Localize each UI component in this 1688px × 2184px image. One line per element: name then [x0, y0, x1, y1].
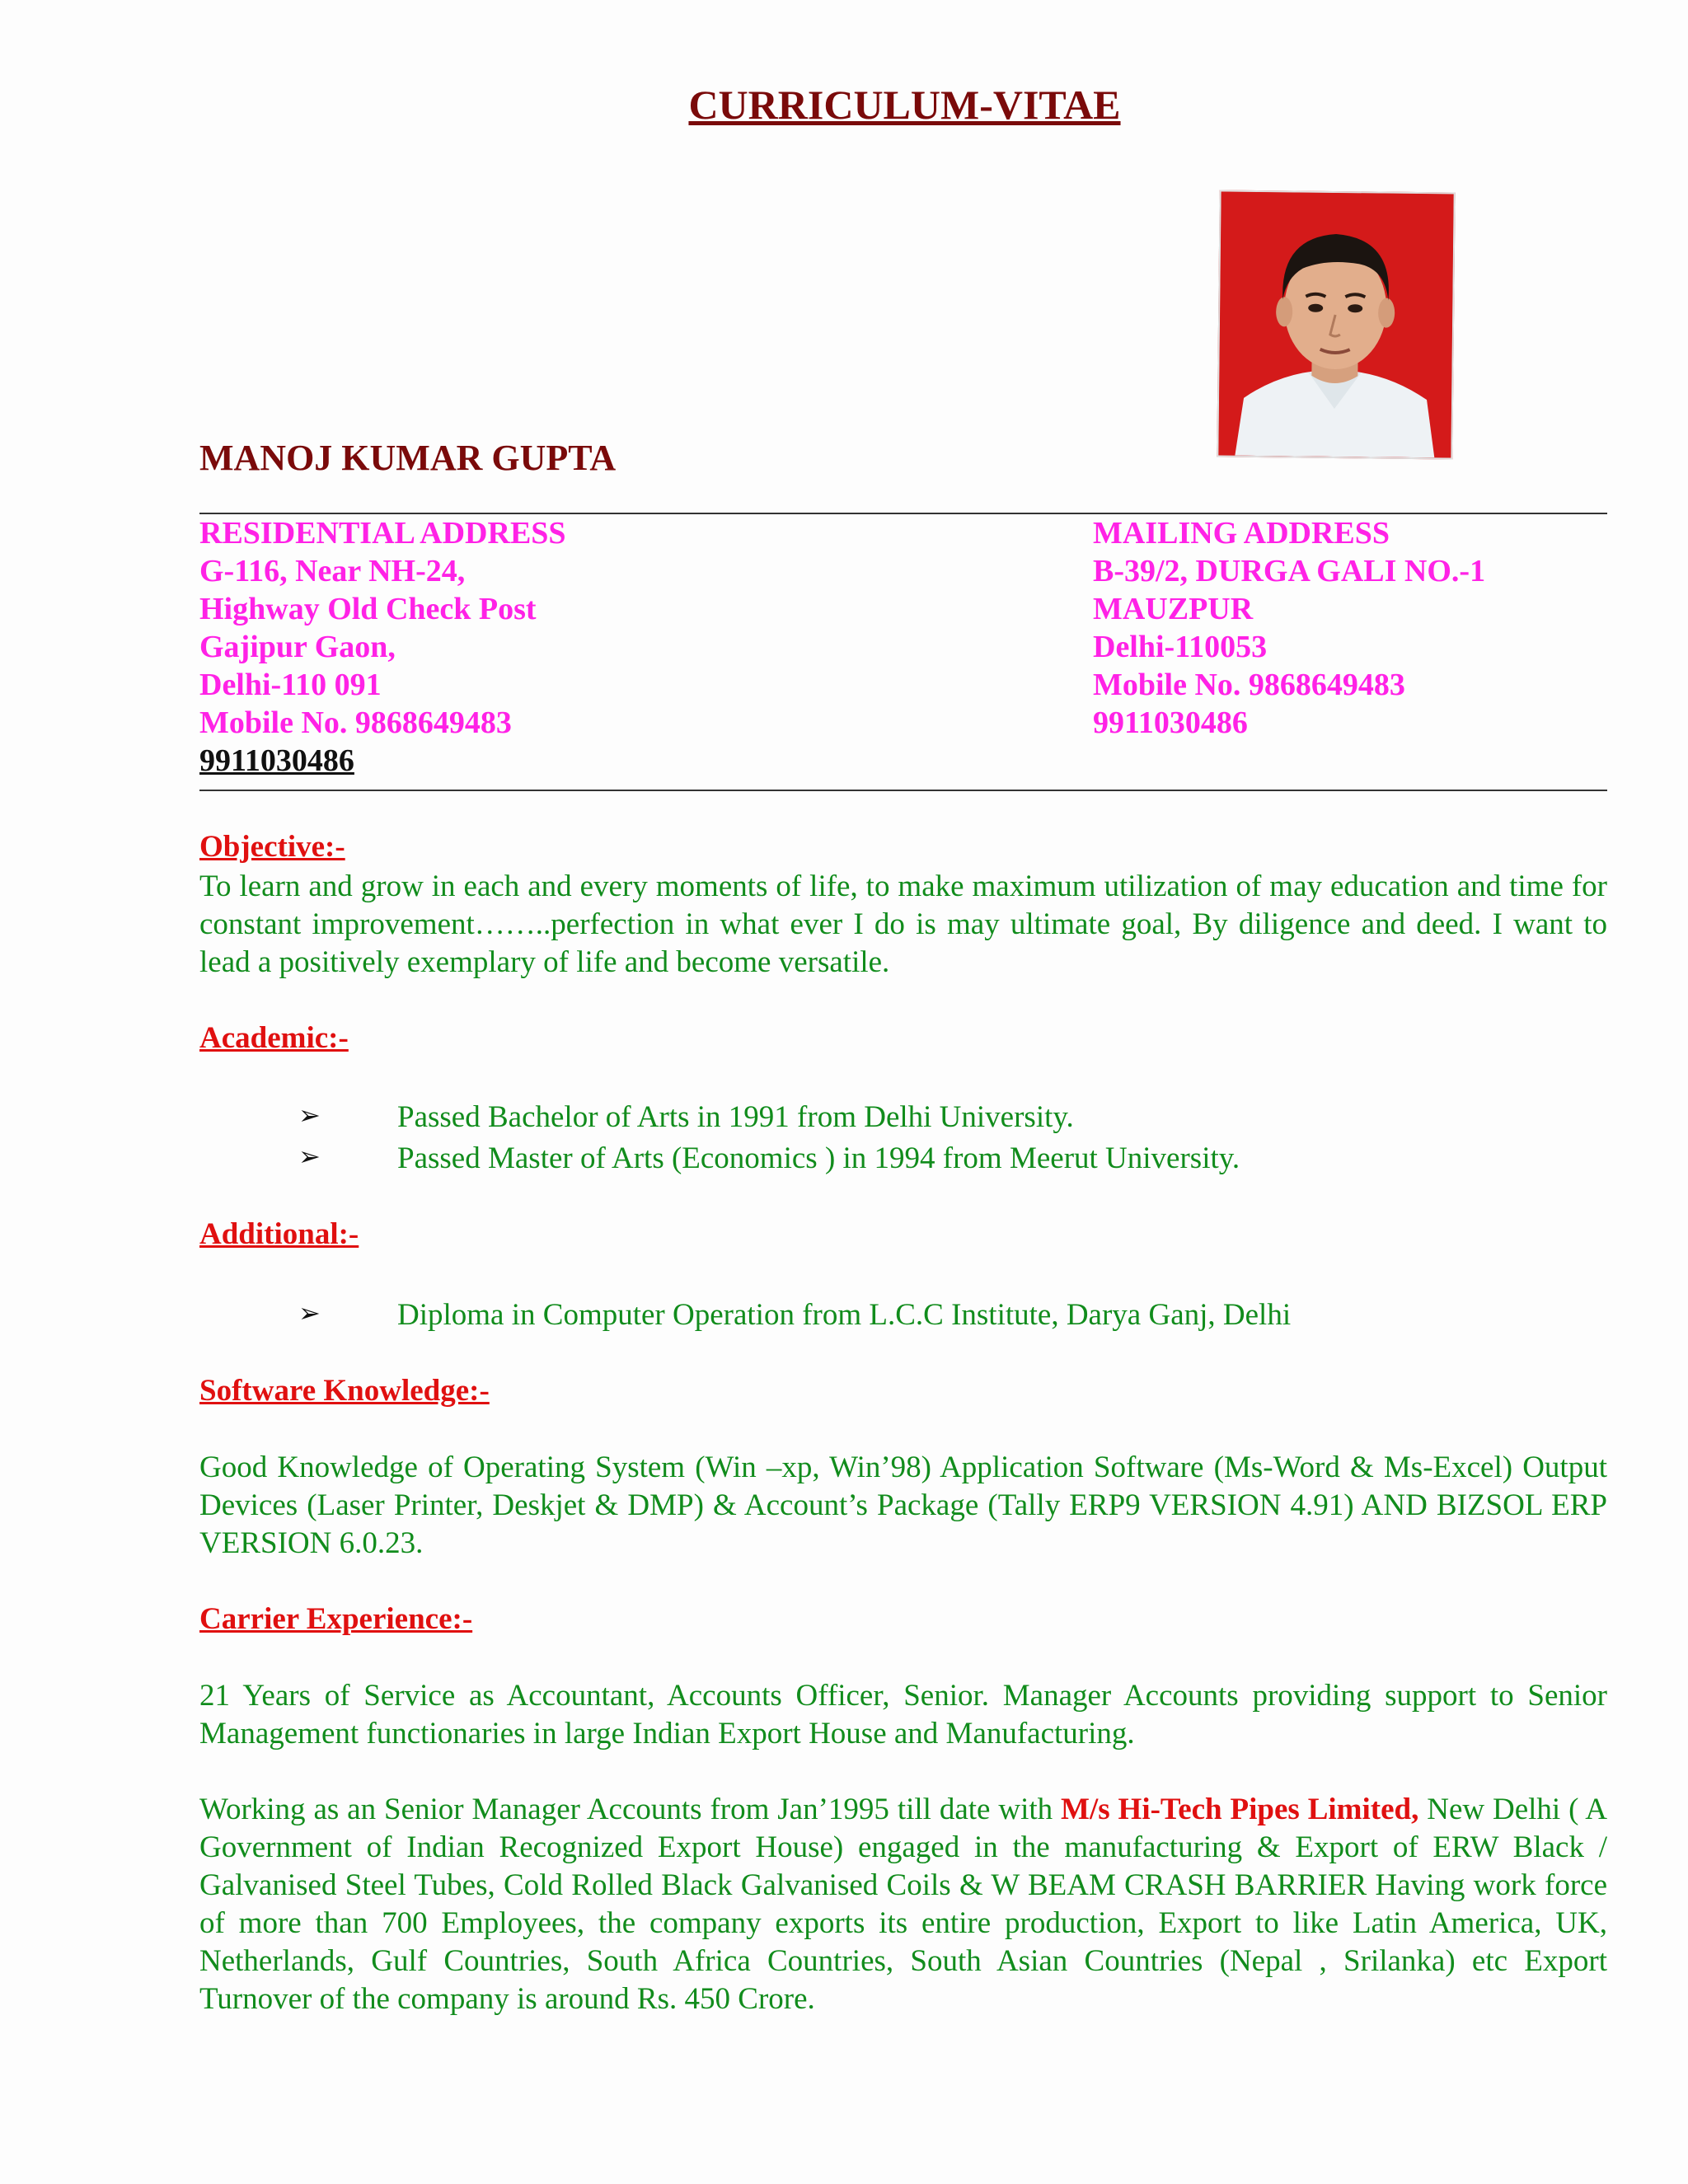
experience-summary: [199, 1677, 1607, 1753]
residential-address: [199, 514, 566, 780]
bullet-arrow-icon: ➢: [298, 1141, 321, 1172]
residential-line: Delhi-110 091: [199, 668, 382, 702]
profile-photo: [1217, 190, 1455, 460]
residential-mobile: Mobile No. 9868649483: [199, 705, 512, 740]
software-text: [199, 1449, 1607, 1563]
mailing-address-heading: MAILING ADDRESS: [1093, 516, 1390, 551]
mailing-address: [1093, 514, 1485, 742]
bullet-arrow-icon: ➢: [298, 1297, 321, 1329]
software-heading: Software Knowledge:-: [199, 1374, 490, 1408]
academic-item-text: Passed Bachelor of Arts in 1991 from Delhi University.: [397, 1100, 1074, 1134]
objective-text: [199, 868, 1607, 982]
residential-mobile-alt: 9911030486: [199, 743, 354, 778]
residential-line: Highway Old Check Post: [199, 592, 537, 626]
residential-line: Gajipur Gaon,: [199, 630, 396, 664]
candidate-name: MANOJ KUMAR GUPTA: [199, 438, 617, 478]
mailing-mobile-alt: 9911030486: [1093, 705, 1248, 740]
mailing-line: Delhi-110053: [1093, 630, 1268, 664]
additional-item-text: Diploma in Computer Operation from L.C.C Institute, Darya Ganj, Delhi: [397, 1298, 1292, 1332]
software-body: Good Knowledge of Operating System (Win –xp, Win’98) Application Software (Ms-Word & Ms-Excel) Output Devices (Laser Printer, Deskjet & DMP) & Account’s Package (Tally ERP9 VERSION 4.91) AND BIZSOL ERP VERSION 6.0.23.: [199, 1451, 1607, 1560]
objective-body: To learn and grow in each and every moments of life, to make maximum utilization of may education and time for constant improvement……..perfection in what ever I do is may ultimate goal, By diligence and deed. I want to lead a positively exemplary of life and become versatile.: [199, 869, 1607, 979]
experience-heading: Carrier Experience:-: [199, 1602, 473, 1636]
residential-line: G-116, Near NH-24,: [199, 554, 466, 588]
mailing-line: B-39/2, DURGA GALI NO.-1: [1093, 554, 1486, 588]
academic-item-text: Passed Master of Arts (Economics ) in 1994 from Meerut University.: [397, 1141, 1240, 1175]
company-name: M/s Hi-Tech Pipes Limited,: [1061, 1793, 1419, 1826]
portrait-image: [1218, 192, 1453, 458]
mailing-mobile: Mobile No. 9868649483: [1093, 668, 1405, 702]
document-title: CURRICULUM-VITAE: [688, 82, 1121, 128]
bullet-arrow-icon: ➢: [298, 1099, 321, 1131]
experience-detail-start: Working as an Senior Manager Accounts from Jan’1995 till date with: [199, 1793, 1062, 1826]
residential-address-heading: RESIDENTIAL ADDRESS: [199, 516, 566, 551]
objective-heading: Objective:-: [199, 830, 345, 864]
experience-detail: [199, 1791, 1607, 2018]
additional-heading: Additional:-: [199, 1217, 359, 1251]
academic-heading: Academic:-: [199, 1021, 349, 1055]
experience-summary-body: 21 Years of Service as Accountant, Accounts Officer, Senior. Manager Accounts providing support to Senior Management functionaries in large Indian Export House and Manufacturing.: [199, 1679, 1607, 1750]
divider-bottom: [199, 790, 1607, 791]
mailing-line: MAUZPUR: [1093, 592, 1254, 626]
experience-detail-rest: New Delhi ( A Government of Indian Recognized Export House) engaged in the manufacturing & Export of ERW Black / Galvanised Steel Tubes, Cold Rolled Black Galvanised Coils & W BEAM CRASH BARRIER Having work force of more than 700 Employees, the company exports its entire production, Export to like Latin America, UK, Netherlands, Gulf Countries, South Africa Countries, South Asian Countries (Nepal , Srilanka) etc Export Turnover of the company is around Rs. 450 Crore.: [199, 1793, 1607, 2016]
